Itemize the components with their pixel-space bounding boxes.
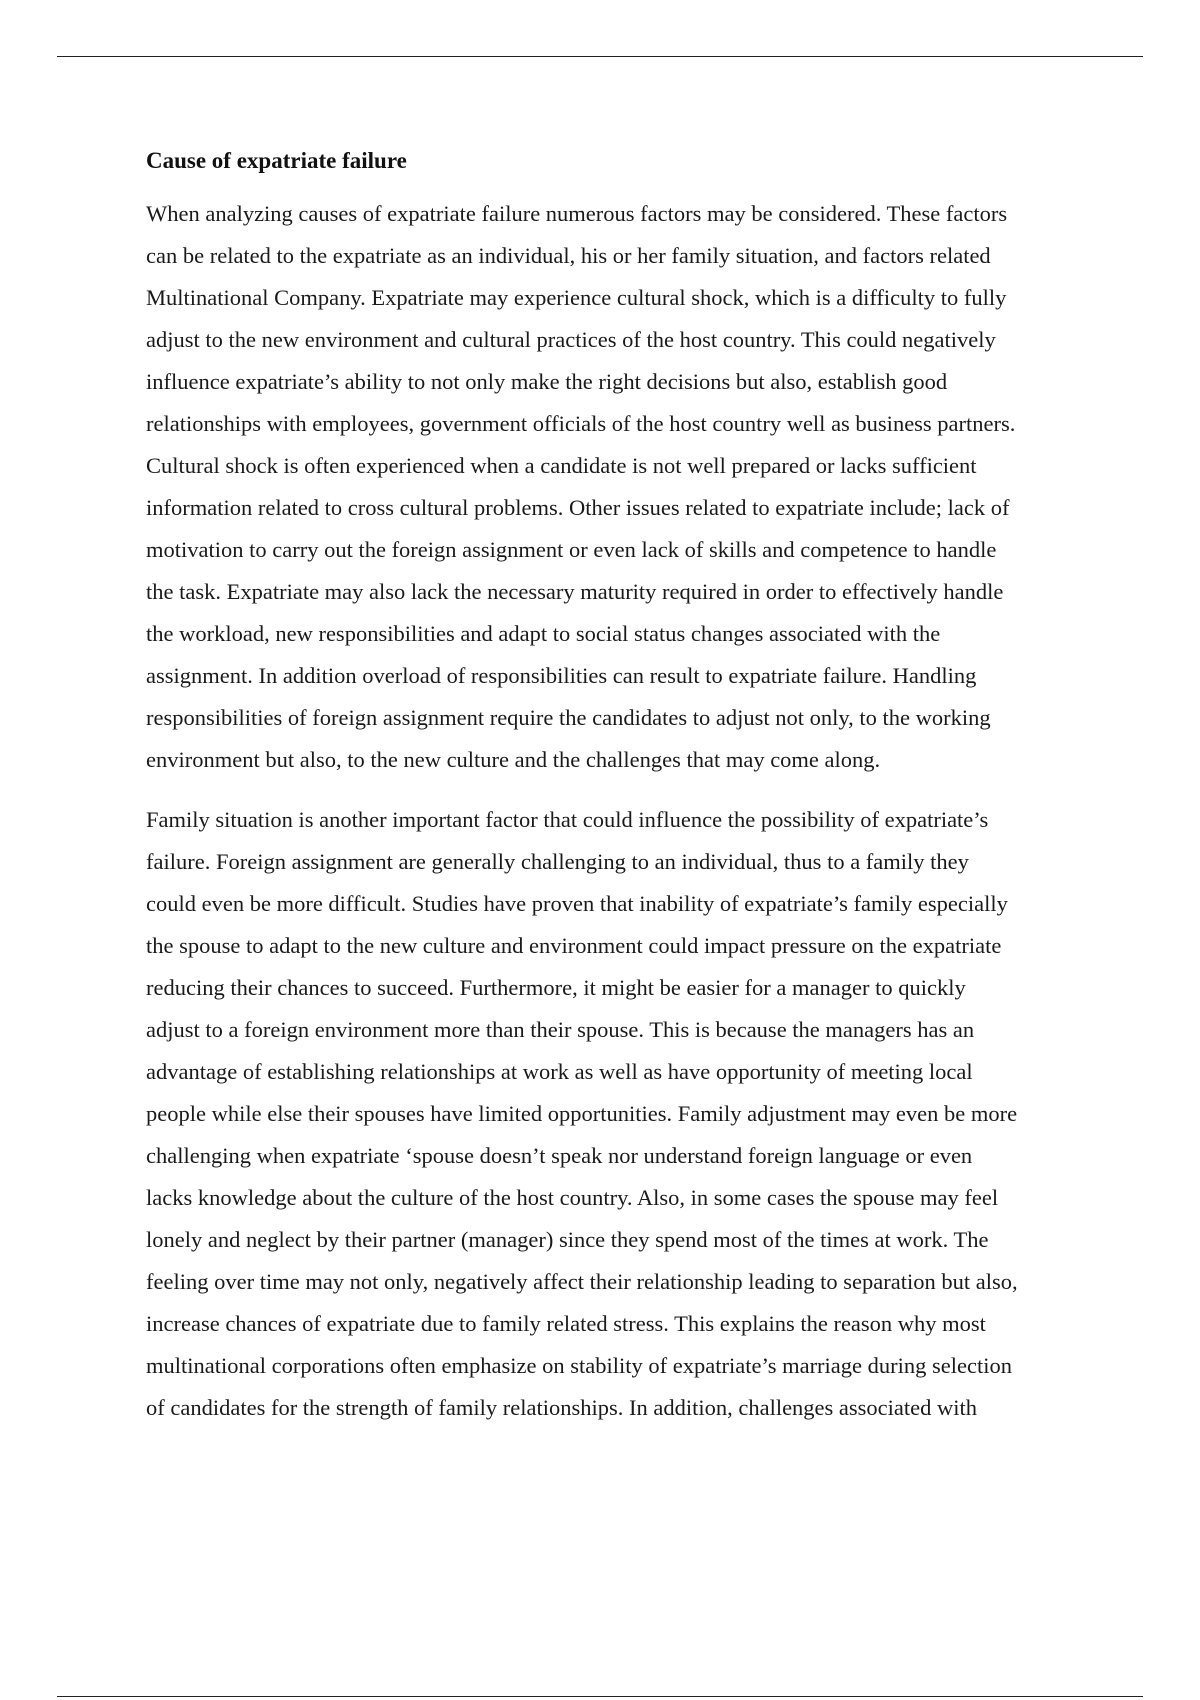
text-line: lonely and neglect by their partner (manager) since they spend most of the times at work. The xyxy=(146,1227,989,1252)
text-line: influence expatriate’s ability to not only make the right decisions but also, establish good xyxy=(146,369,948,394)
text-line: responsibilities of foreign assignment require the candidates to adjust not only, to the working xyxy=(146,705,991,730)
footer-rule xyxy=(57,1696,1143,1697)
body-paragraph xyxy=(146,193,1086,781)
section-heading: Cause of expatriate failure xyxy=(146,148,407,173)
document-body xyxy=(146,143,1086,1447)
text-line: the spouse to adapt to the new culture and environment could impact pressure on the expatriate xyxy=(146,933,1002,958)
text-line: lacks knowledge about the culture of the host country. Also, in some cases the spouse may feel xyxy=(146,1185,999,1210)
text-line: the workload, new responsibilities and adapt to social status changes associated with the xyxy=(146,621,941,646)
text-line: the task. Expatriate may also lack the necessary maturity required in order to effectively handle xyxy=(146,579,1004,604)
text-line: motivation to carry out the foreign assignment or even lack of skills and competence to handle xyxy=(146,537,997,562)
text-line: can be related to the expatriate as an individual, his or her family situation, and factors related xyxy=(146,243,991,268)
text-line: could even be more difficult. Studies have proven that inability of expatriate’s family especially xyxy=(146,891,1008,916)
text-line: failure. Foreign assignment are generally challenging to an individual, thus to a family they xyxy=(146,849,969,874)
text-line: increase chances of expatriate due to family related stress. This explains the reason why most xyxy=(146,1311,986,1336)
text-line: adjust to a foreign environment more than their spouse. This is because the managers has an xyxy=(146,1017,975,1042)
text-line: Family situation is another important factor that could influence the possibility of expatriate’s xyxy=(146,807,989,832)
text-line: reducing their chances to succeed. Furthermore, it might be easier for a manager to quickly xyxy=(146,975,966,1000)
text-line: Cultural shock is often experienced when a candidate is not well prepared or lacks sufficient xyxy=(146,453,977,478)
text-line: adjust to the new environment and cultural practices of the host country. This could negatively xyxy=(146,327,996,352)
body-paragraph xyxy=(146,799,1086,1429)
text-line: assignment. In addition overload of responsibilities can result to expatriate failure. Handling xyxy=(146,663,977,688)
text-line: feeling over time may not only, negatively affect their relationship leading to separation but also, xyxy=(146,1269,1018,1294)
text-line: challenging when expatriate ‘spouse doesn’t speak nor understand foreign language or even xyxy=(146,1143,973,1168)
text-line: information related to cross cultural problems. Other issues related to expatriate include; lack of xyxy=(146,495,1010,520)
text-line: people while else their spouses have limited opportunities. Family adjustment may even be more xyxy=(146,1101,1018,1126)
text-line: advantage of establishing relationships at work as well as have opportunity of meeting local xyxy=(146,1059,973,1084)
paragraph-list xyxy=(146,193,1086,1429)
text-line: environment but also, to the new culture and the challenges that may come along. xyxy=(146,747,881,772)
text-line: multinational corporations often emphasize on stability of expatriate’s marriage during selection xyxy=(146,1353,1012,1378)
text-line: When analyzing causes of expatriate failure numerous factors may be considered. These factors xyxy=(146,201,1008,226)
text-line: Multinational Company. Expatriate may experience cultural shock, which is a difficulty to fully xyxy=(146,285,1007,310)
header-rule xyxy=(57,56,1143,57)
text-line: relationships with employees, government officials of the host country well as business partners. xyxy=(146,411,1016,436)
text-line: of candidates for the strength of family relationships. In addition, challenges associated with xyxy=(146,1395,978,1420)
